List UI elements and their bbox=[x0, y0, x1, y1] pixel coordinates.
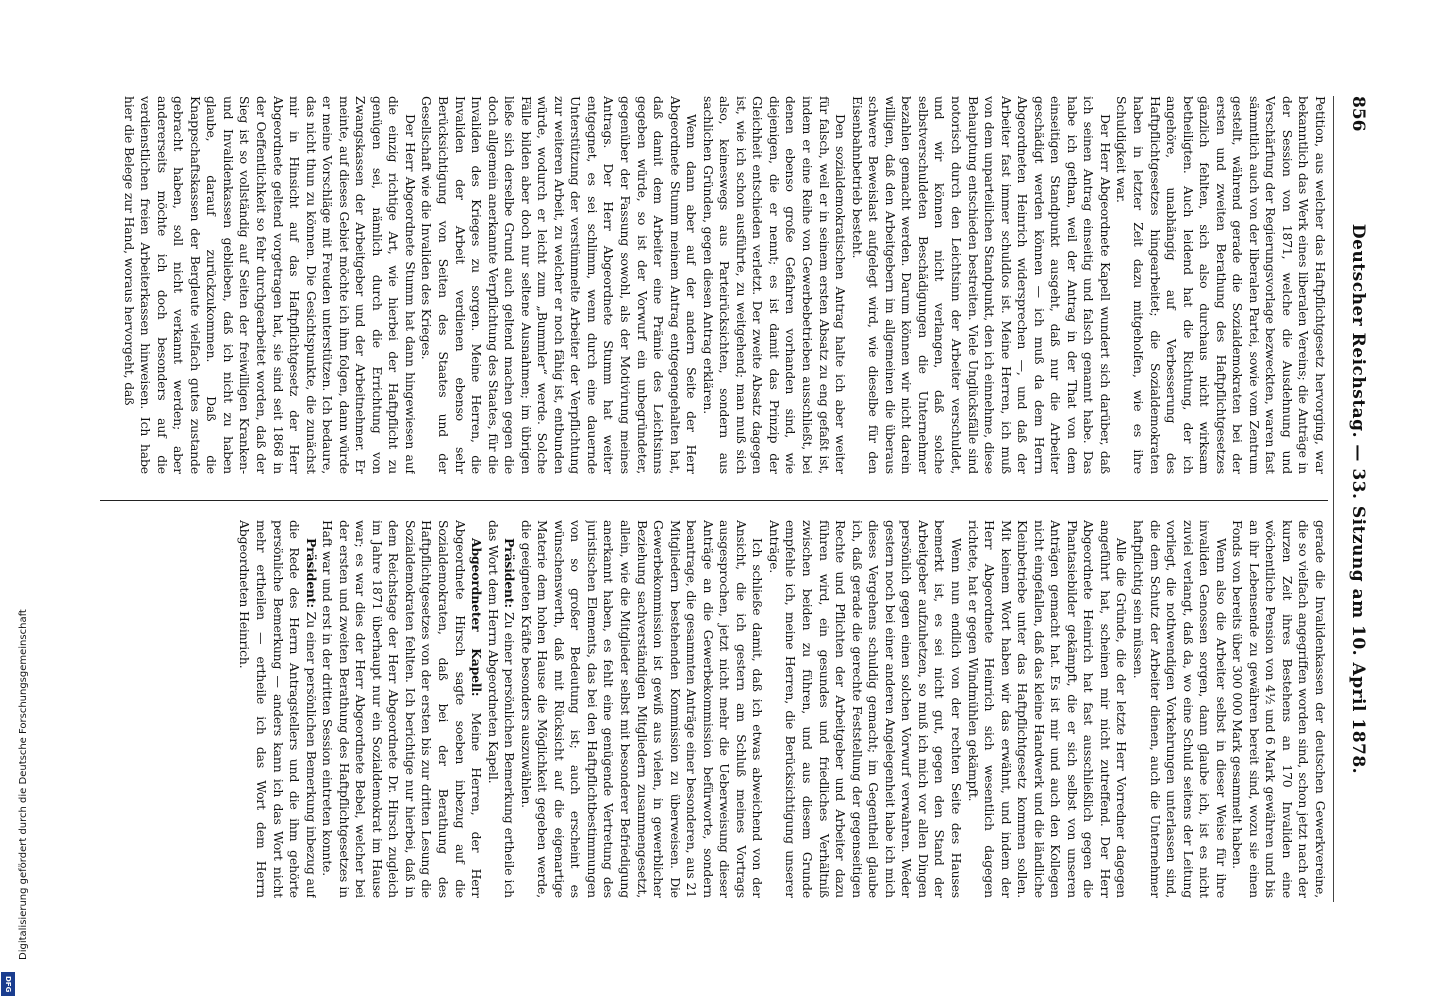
speech-text: Zu einer persönlichen Bemerkung ertheile ich das Wort dem Herrn Abgeordneten Kapell. bbox=[485, 520, 518, 898]
digitization-footer bbox=[0, 0, 29, 1000]
paragraph: Wenn also die Arbeiter selbst in dieser Weise für ihre invaliden Genossen sorgen, dann glaube ich, ist es nicht zuviel verlangt, daß da, wo eine Schuld seitens der Leitung vorliegt, die nothwendigen Vorkehrungen unterlassen sind, die dem Schutz der Arbeiter dienen, auch die Unternehmer haftpflichtig sein müssen. bbox=[1130, 520, 1229, 898]
right-column bbox=[100, 520, 1328, 898]
column-divider bbox=[100, 500, 1328, 501]
paragraph: Wenn dann aber auf der andern Seite der Herr Abgeordnete Stumm meinem Antrag entgegengehalten hat, daß damit dem Arbeiter eine Prämie des Leichtsinns gegeben würde, so ist der Vorwurf ein unbegründeter, gegenüber der Fassung sowohl, als der Motivirung meines Antrags. Der Herr Abgeordnete Stumm hat weiter entgegnet, es sei schlimm, wenn durch eine dauernde Unterstützung der verstümmelte Arbeiter der Verpflichtung zur weiteren Arbeit, zu welcher er noch fähig ist, entbunden würde, wodurch er leicht zum „Bummler“ werde. Solche Fälle bilden aber doch nur seltene Ausnahmen; im übrigen ließe sich derselbe Grund auch geltend machen gegen die doch allgemein anerkannte Verpflichtung des Staates, für die Invaliden des Krieges zu sorgen. Meine Herren, die Invaliden der Arbeit verdienen ebenso sehr Berücksichtigung von Seiten des Staates und der Gesellschaft wie die Invaliden des Krieges. bbox=[419, 96, 700, 474]
paragraph: Der Herr Abgeordnete Stumm hat dann hingewiesen auf die einzig richtige Art, wie hierbei der Haftpflicht zu genügen sei, nämlich durch die Errichtung von Zwangskassen der Arbeitgeber und der Arbeitnehmer. Er meinte, auf dieses Gebiet möchte ich ihm folgen, dann würde er meine Vorschläge mit Freuden unterstützen. Ich bedaure, das nicht thun zu können. Die Gesichtspunkte, die zunächst mir in Hinsicht auf das Haftpflichtgesetz der Herr Abgeordnete geltend vorgetragen hat, sie sind seit 1868 in der Oeffentlichkeit so fehr durchgearbeitet worden, daß der Sieg ist so vollständig auf Seiten der freiwilligen Kranken- und Invalidenkassen geblieben, daß ich nicht zu haben glaube, darauf zurückzukommen. Daß die Knappschaftskassen der Bergleute vielfach gutes zustande gebracht haben, soll nicht verkannt werden; aber andererseits möchte ich doch besonders auf die verdienstlichen freien Arbeiterkassen hinweisen. Ich habe hier die Belege zur Hand, woraus hervorgeht, daß bbox=[121, 96, 418, 474]
speech-paragraph bbox=[319, 520, 484, 898]
paragraph: gerade die Invalidenkassen der deutschen Gewerkvereine, die so vielfach angegriffen worden sind, schon jetzt nach der kurzen Zeit ihres Bestehens an 170 Invaliden eine wöchentliche Pension von 4½ und 6 Mark gewähren und bis an ihr Lebensende zu gewähren bereit sind, wozu sie einen Fonds von bereits über 300 000 Mark gesammelt haben. bbox=[1230, 520, 1328, 898]
page-title: Deutscher Reichstag. — 33. Sitzung am 10. April 1878. bbox=[1348, 223, 1368, 775]
paragraph: Ich schließe damit, daß ich etwas abweichend von der Ansicht, die ich gestern am Schluß meines Vortrags ausgesprochen, jetzt nicht mehr die Ueberweisung dieser Anträge an die Gewerbekommission befürworte, sondern beantrage, die gesammten Anträge einer besonderen, aus 21 Mitgliedern bestehenden Kommission zu überweisen. Die Gewerbekommission ist gewiß aus vielen, in gewerblicher Beziehung sachverständigen Mitgliedern zusammengesetzt, allein, wie die Mitglieder selbst mit besonderer Befriedigung anerkannt haben, es fehlt eine genügende Vertretung des juristischen Elements, das bei den Haftpflichtbestimmungen von so großer Bedeutung ist; auch erscheint es wünschenswerth, daß mit Rücksicht auf die eigenartige Materie dem hohen Hause die Möglichkeit gegeben werde, die geeigneten Kräfte besonders auszuwählen. bbox=[518, 520, 766, 898]
dfg-logo: DFG bbox=[1, 972, 15, 996]
speech-text: Zu einer persönlichen Bemerkung inbezug auf die Rede des Herrn Antragstellers und die ihm gehörte persönliche Bemerkung — anders kann ich das Wort nicht mehr ertheilen — ertheile ich das Wort dem Herrn Abgeordneten Heinrich. bbox=[237, 520, 319, 898]
speech-text: Meine Herren, der Herr Abgeordnete Hirsch sagte soeben inbezug auf die Sozialdemokraten, daß bei der Berathung des Haftpflichtgesetzes von der ersten bis zur dritten Lesung die Sozialdemokraten fehlten. Ich berichtige nur hierbei, daß in dem Reichstage der Herr Abgeordnete Dr. Hirsch zugleich im Jahre 1871 überhaupt nur ein Sozialdemokrat im Hause war; es war dies der Herr Abgeordnete Bebel, welcher bei der ersten und zweiten Berathung des Haftpflichtgesetzes in Haft war und erst in der dritten Session eintreten konnte. bbox=[320, 520, 485, 898]
paragraph: Wenn nun endlich von der rechten Seite des Hauses bemerkt ist, es sei nicht gut, gegen den Stand der Arbeitgeber aufzuhetzen, so muß ich mich vor allen Dingen persönlich gegen einen solchen Vorwurf verwahren. Weder gestern noch bei einer anderen Angelegenheit habe ich mich dieses Vergehens schuldig gemacht; im Gegentheil glaube ich, daß gerade die gerechte Feststellung der gegenseitigen Rechte und Pflichten der Arbeitgeber und Arbeiter dazu führen wird, ein gesundes und friedliches Verhältniß zwischen beiden zu führen, und aus diesem Grunde empfehle ich, meine Herren, die Berücksichtigung unserer Anträge. bbox=[766, 520, 964, 898]
digitization-note: Digitalisierung gefördert durch die Deutsche Forschungsgemeinschaft bbox=[18, 609, 29, 960]
speaker-name: Präsident: bbox=[502, 538, 518, 608]
page-number: 856 bbox=[1348, 96, 1368, 132]
speaker-name: Präsident: bbox=[303, 538, 319, 608]
speech-paragraph bbox=[484, 520, 517, 898]
header-rule bbox=[1333, 96, 1334, 902]
page-header bbox=[1338, 96, 1372, 902]
speech-paragraph bbox=[236, 520, 319, 898]
paragraph: Den sozialdemokratischen Antrag halte ich aber weiter für falsch, weil er in seinem ersten Absatz zu eng gefaßt ist, indem er eine Reihe von Gewerbebetrieben ausschließt, bei denen ebenso große Gefahren vorhanden sind, wie diejenigen, die er nennt; es ist damit das Prinzip der Gleichheit entschieden verletzt. Der zweite Absatz dagegen ist, wie ich schon ausführte, zu weitgehend; man muß sich also, keineswegs aus Parteirücksichten, sondern aus sachlichen Gründen, gegen diesen Antrag erklären. bbox=[700, 96, 849, 474]
paragraph: Alle die Gründe, die der letzte Herr Vorredner dagegen angeführt hat, scheinen mir nicht zutreffend. Der Herr Abgeordnete Heinrich hat fast ausschließlich gegen die Phantasiebilder gekämpft, die er sich selbst von unseren Anträgen gemacht hat. Es ist mir und auch den Kollegen nicht eingefallen, daß das kleine Handwerk und die ländliche Kleinbetriebe unter das Haftpflichtgesetz kommen sollen. Mit keinem Wort haben wir das erwähnt, und indem der Herr Abgeordnete Heinrich sich wesentlich dagegen richtete, hat er gegen Windmühlen gekämpft. bbox=[965, 520, 1130, 898]
paragraph: Petition, aus welcher das Haftpflichtgesetz hervorging, war bekanntlich das Werk eines liberalen Vereins; die Anträge in der Session von 1871, welche die Ausdehnung und Verschärfung der Regierungsvorlage bezweckten, waren fast sämmtlich auch von der liberalen Partei, sowie vom Zentrum gestellt, während gerade die Sozialdemokraten bei der ersten und zweiten Berathung des Haftpflichtgesetzes gänzlich fehlten, sich also durchaus nicht wirksam betheiligten. Auch leidend hat die Richtung, der ich angehöre, unabhängig auf Verbesserung des Haftpflichtgesetzes hingearbeitet; die Sozialdemokraten haben in letzter Zeit dazu mitgeholfen, wie es ihre Schuldigkeit war. bbox=[1114, 96, 1328, 474]
left-column bbox=[100, 96, 1328, 474]
speaker-name: Abgeordneter Kapell: bbox=[469, 538, 485, 697]
paragraph: Der Herr Abgeordnete Kapell wundert sich darüber, daß ich seinen Antrag einseitig und falsch genannt habe. Das habe ich gethan, weil der Antrag in der That von dem einseitigen Standpunkt ausgeht, daß nur die Arbeiter geschädigt werden können — ich muß da dem Herrn Abgeordneten Heinrich widersprechen —, und daß der Arbeiter fast immer schuldlos ist. Meine Herren, ich muß von dem unparteilichen Standpunkt, den ich einnehme, diese Behauptung entschieden bestreiten. Viele Unglücksfälle sind notorisch durch den Leichtsinn der Arbeiter verschuldet, und wir können nicht verlangen, daß solche selbstverschuldeten Beschädigungen die Unternehmer bezahlen gemacht werden. Darum können wir nicht darein willigen, daß den Arbeitgebern im allgemeinen die überaus schwere Beweislast aufgelegt wird, wie dieselbe für den Eisenbahnbetrieb besteht. bbox=[849, 96, 1113, 474]
